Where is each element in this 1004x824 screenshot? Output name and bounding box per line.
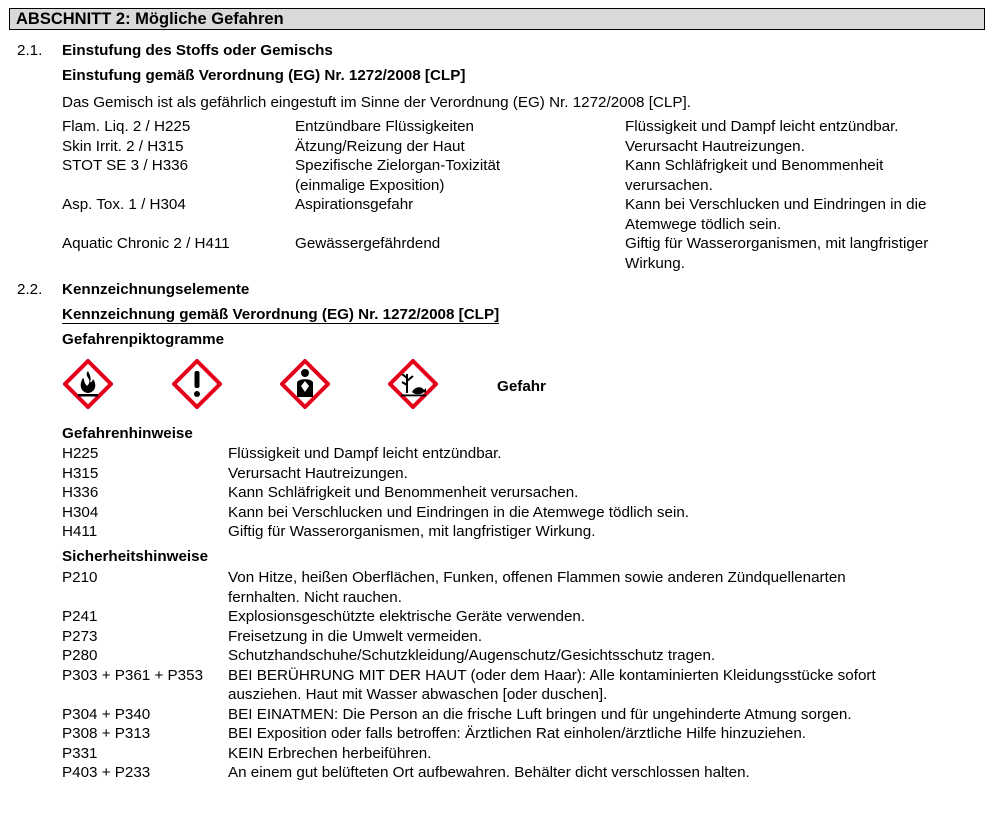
precautionary-statement-text	[228, 705, 948, 725]
hazard-category-line: Spezifische Zielorgan-Toxizität	[295, 157, 501, 174]
section-2-2-subtitle: Kennzeichnung gemäß Verordnung (EG) Nr. 1272/2008 [CLP]	[62, 306, 500, 323]
health-hazard-icon	[280, 359, 330, 409]
hazard-statement-text-line: Flüssigkeit und Dampf leicht entzündbar.	[228, 445, 502, 462]
hazard-statement-code: H304	[62, 503, 99, 521]
hazard-statement-text	[228, 503, 948, 523]
precautionary-statement-row	[62, 763, 982, 783]
hazard-statement-text	[228, 522, 948, 542]
hazard-description-line: Verursacht Hautreizungen.	[625, 137, 805, 155]
hazard-description-line: Flüssigkeit und Dampf leicht entzündbar.	[625, 118, 899, 135]
hazard-statement-code: H315	[62, 464, 99, 482]
hazard-description-line: verursachen.	[625, 176, 713, 194]
precautionary-statement-row	[62, 607, 982, 627]
precautionary-statement-text-line: ausziehen. Haut mit Wasser abwaschen [oder duschen].	[228, 686, 608, 703]
hazard-statements-list	[62, 444, 982, 542]
hazard-category	[295, 137, 465, 157]
hazard-description	[625, 156, 883, 195]
classification-statement: Das Gemisch ist als gefährlich eingestuft im Sinne der Verordnung (EG) Nr. 1272/2008 [CLP].	[62, 94, 691, 111]
precautionary-statement-text-line: fernhalten. Nicht rauchen.	[228, 588, 402, 606]
hazard-statement-text	[228, 483, 948, 503]
hazard-category-line: Entzündbare Flüssigkeiten	[295, 118, 474, 135]
environment-hazard-icon	[388, 359, 438, 409]
hazard-statement-text-line: Verursacht Hautreizungen.	[228, 464, 408, 482]
hazard-statement-text-line: Kann bei Verschlucken und Eindringen in die Atemwege tödlich sein.	[228, 503, 689, 521]
precautionary-statement-code: P303 + P361 + P353	[62, 666, 204, 684]
precautionary-statement-text	[228, 646, 948, 666]
precautionary-statement-code: P210	[62, 569, 98, 586]
hazard-description-line: Wirkung.	[625, 254, 685, 272]
hazard-category	[295, 234, 440, 254]
signal-word: Gefahr	[497, 378, 546, 395]
hazard-class-code: Aquatic Chronic 2 / H411	[62, 235, 230, 252]
precautionary-statement-text	[228, 607, 948, 627]
hazard-description	[625, 234, 928, 273]
precautionary-statement-text-line: BEI EINATMEN: Die Person an die frische Luft bringen und für ungehinderte Atmung sorgen.	[228, 705, 852, 723]
hazard-statement-text-line: Kann Schläfrigkeit und Benommenheit verursachen.	[228, 484, 579, 501]
precautionary-statement-row	[62, 568, 982, 607]
precautionary-statement-text-line: BEI BERÜHRUNG MIT DER HAUT (oder dem Haar): Alle kontaminierten Kleidungsstücke sofort	[228, 666, 876, 684]
precautionary-statement-code: P308 + P313	[62, 725, 151, 742]
precautionary-statement-text-line: KEIN Erbrechen herbeiführen.	[228, 744, 432, 762]
pictograms-label: Gefahrenpiktogramme	[62, 331, 225, 348]
precautionary-statement-text	[228, 744, 948, 764]
precautionary-statement-row	[62, 705, 982, 725]
hazard-statement-text	[228, 444, 948, 464]
precautionary-statement-text	[228, 724, 948, 744]
hazard-statements-label: Gefahrenhinweise	[62, 425, 193, 442]
precautionary-statement-code: P403 + P233	[62, 764, 151, 781]
classification-row	[62, 195, 982, 234]
hazard-category	[295, 195, 413, 215]
section-2-1-subtitle: Einstufung gemäß Verordnung (EG) Nr. 1272/2008 [CLP]	[62, 67, 466, 84]
classification-row	[62, 137, 982, 157]
hazard-description-line: Kann Schläfrigkeit und Benommenheit	[625, 157, 884, 174]
hazard-statement-row	[62, 464, 982, 484]
precautionary-statement-code: P273	[62, 627, 98, 645]
hazard-category-line: Aspirationsgefahr	[295, 196, 414, 213]
precautionary-statements-label: Sicherheitshinweise	[62, 548, 209, 565]
hazard-description-line: Giftig für Wasserorganismen, mit langfristiger	[625, 235, 929, 252]
hazard-statement-text-line: Giftig für Wasserorganismen, mit langfristiger Wirkung.	[228, 523, 596, 540]
precautionary-statement-row	[62, 627, 982, 647]
precautionary-statement-code: P280	[62, 647, 98, 664]
precautionary-statement-text-line: Explosionsgeschützte elektrische Geräte verwenden.	[228, 608, 586, 625]
precautionary-statement-code: P241	[62, 608, 98, 625]
precautionary-statement-text	[228, 666, 948, 705]
hazard-statement-code: H225	[62, 445, 99, 462]
precautionary-statement-text	[228, 627, 948, 647]
hazard-description	[625, 137, 805, 157]
hazard-category-line: Gewässergefährdend	[295, 235, 441, 252]
hazard-class-code: STOT SE 3 / H336	[62, 157, 189, 174]
hazard-statement-row	[62, 503, 982, 523]
precautionary-statement-text-line: Schutzhandschuhe/Schutzkleidung/Augenschutz/Gesichtsschutz tragen.	[228, 647, 716, 664]
precautionary-statement-text	[228, 568, 948, 607]
precautionary-statement-text-line: BEI Exposition oder falls betroffen: Ärztlichen Rat einholen/ärztliche Hilfe hinzuziehen.	[228, 725, 807, 742]
classification-row	[62, 234, 982, 273]
section-number-2-1: 2.1.	[17, 42, 43, 59]
hazard-class-code: Asp. Tox. 1 / H304	[62, 196, 186, 213]
hazard-description	[625, 195, 926, 234]
hazard-description	[625, 117, 899, 137]
hazard-category-line: (einmalige Exposition)	[295, 176, 445, 194]
section-2-2-title: Kennzeichnungselemente	[62, 281, 250, 298]
precautionary-statement-text-line: An einem gut belüfteten Ort aufbewahren. Behälter dicht verschlossen halten.	[228, 764, 750, 781]
section-2-1-title: Einstufung des Stoffs oder Gemischs	[62, 42, 333, 59]
hazard-statement-code: H336	[62, 484, 99, 501]
hazard-statement-row	[62, 444, 982, 464]
hazard-category	[295, 117, 474, 137]
classification-row	[62, 117, 982, 137]
hazard-description-line: Atemwege tödlich sein.	[625, 215, 782, 233]
hazard-category-line: Ätzung/Reizung der Haut	[295, 137, 465, 155]
hazard-description-line: Kann bei Verschlucken und Eindringen in die	[625, 196, 927, 213]
hazard-statement-text	[228, 464, 948, 484]
hazard-statement-row	[62, 483, 982, 503]
section-number-2-2: 2.2.	[17, 281, 43, 298]
hazard-statement-row	[62, 522, 982, 542]
hazard-class-code: Skin Irrit. 2 / H315	[62, 137, 184, 155]
section-header: ABSCHNITT 2: Mögliche Gefahren	[9, 8, 985, 30]
precautionary-statement-code: P304 + P340	[62, 705, 151, 723]
precautionary-statement-row	[62, 646, 982, 666]
precautionary-statement-text-line: Freisetzung in die Umwelt vermeiden.	[228, 627, 483, 645]
precautionary-statement-row	[62, 666, 982, 705]
classification-row	[62, 156, 982, 195]
precautionary-statement-row	[62, 744, 982, 764]
precautionary-statement-text	[228, 763, 948, 783]
exclamation-mark-icon	[172, 359, 222, 409]
flame-icon	[63, 359, 113, 409]
precautionary-statement-text-line: Von Hitze, heißen Oberflächen, Funken, offenen Flammen sowie anderen Zündquellenarten	[228, 569, 846, 586]
classification-table	[62, 117, 982, 273]
precautionary-statement-code: P331	[62, 744, 98, 762]
precautionary-statement-row	[62, 724, 982, 744]
precautionary-statements-list	[62, 568, 982, 783]
hazard-category	[295, 156, 500, 195]
hazard-statement-code: H411	[62, 523, 98, 540]
hazard-class-code: Flam. Liq. 2 / H225	[62, 118, 191, 135]
